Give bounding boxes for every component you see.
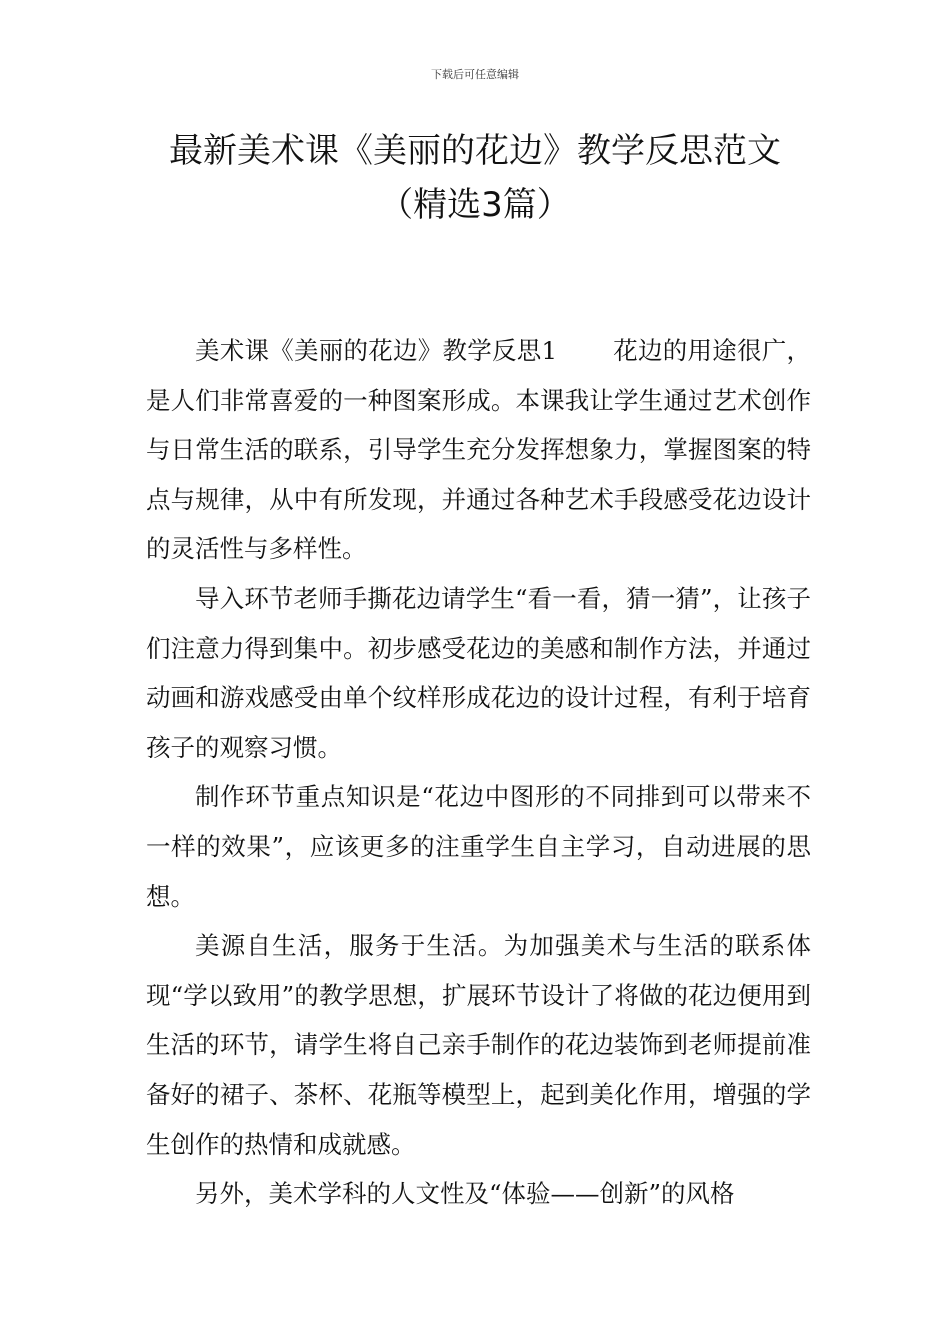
paragraph-text: 另外，美术学科的人文性及“体验——创新”的风格 [195, 1179, 735, 1209]
title-line-2: （精选3篇） [379, 185, 571, 225]
title-line-1: 最新美术课《美丽的花边》教学反思范文 [169, 131, 781, 171]
paragraph-text: 花边的用途很广，是人们非常喜爱的一种图案形成。本课我让学生通过艺术创作与日常生活的联系，引导学生充分发挥想象力，掌握图案的特点与规律，从中有所发现，并通过各种艺术手段感受花边设计的灵活性与多样性。 [146, 336, 811, 564]
paragraph-2 [146, 574, 811, 772]
document-body [146, 326, 811, 1219]
paragraph-1 [146, 326, 811, 574]
document-title [60, 124, 890, 232]
paragraph-text: 美源自生活，服务于生活。为加强美术与生活的联系体现“学以致用”的教学思想，扩展环节设计了将做的花边便用到生活的环节，请学生将自己亲手制作的花边装饰到老师提前准备好的裙子、茶杯、花瓶等模型上，起到美化作用，增强的学生创作的热情和成就感。 [146, 931, 811, 1159]
page-header-note: 下载后可任意编辑 [431, 68, 519, 81]
paragraph-text: 导入环节老师手撕花边请学生“看一看，猜一猜”，让孩子们注意力得到集中。初步感受花边的美感和制作方法，并通过动画和游戏感受由单个纹样形成花边的设计过程，有利于培育孩子的观察习惯。 [146, 583, 811, 762]
section-heading: 美术课《美丽的花边》教学反思1 [195, 336, 558, 365]
paragraph-3 [146, 772, 811, 921]
paragraph-4 [146, 921, 811, 1169]
paragraph-5 [146, 1169, 811, 1219]
paragraph-text: 制作环节重点知识是“花边中图形的不同排到可以带来不一样的效果”，应该更多的注重学生自主学习，自动进展的思想。 [146, 782, 811, 911]
